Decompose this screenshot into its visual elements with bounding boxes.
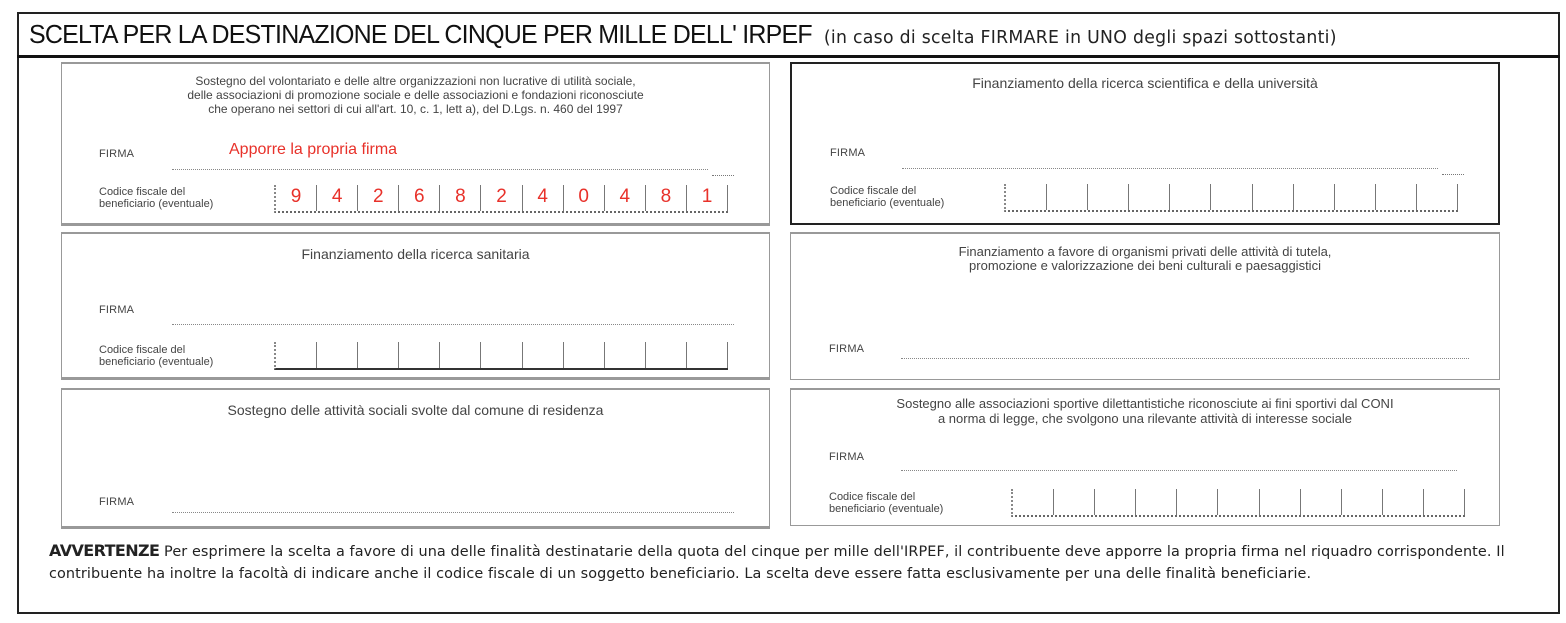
cf-digit-cell[interactable]: 4 [317, 185, 358, 211]
codice-fiscale-label [99, 186, 213, 210]
cf-label-line: Codice fiscale del [99, 186, 186, 198]
cf-digit-cell[interactable]: 8 [440, 185, 481, 211]
codice-fiscale-input[interactable] [1004, 184, 1458, 212]
cf-digit-cell[interactable] [358, 342, 399, 368]
cf-digit-cell[interactable] [1047, 184, 1088, 210]
codice-fiscale-input[interactable] [274, 185, 728, 213]
cf-label-line: Codice fiscale del [99, 344, 186, 356]
description-line: Sostegno alle associazioni sportive dilettantistiche riconosciute ai fini sportivi dal CONI [896, 396, 1394, 411]
section-comune-title: Sostegno delle attività sociali svolte dal comune di residenza [227, 402, 604, 418]
cf-digit-cell[interactable] [1424, 489, 1465, 515]
cf-digit-cell[interactable] [687, 342, 728, 368]
cf-digit-cell[interactable]: 9 [276, 185, 317, 211]
section-sportive [790, 388, 1500, 526]
cf-digit-cell[interactable] [1417, 184, 1458, 210]
cf-digit-cell[interactable] [646, 342, 687, 368]
cf-label-line: beneficiario (eventuale) [830, 197, 945, 209]
section-beni-culturali-description [791, 245, 1499, 273]
cf-digit-cell[interactable] [440, 342, 481, 368]
warning-label: AVVERTENZE [49, 541, 160, 560]
firma-dotted-line-tail [712, 175, 734, 176]
cf-digit-cell[interactable]: 2 [358, 185, 399, 211]
firma-dotted-line [901, 358, 1469, 359]
section-volontariato-description [62, 74, 769, 116]
cf-digit-cell[interactable]: 6 [399, 185, 440, 211]
form-title [29, 19, 1337, 50]
description-line: delle associazioni di promozione sociale e delle associazioni e fondazioni riconosciute [187, 88, 644, 102]
section-ricerca-scientifica [790, 62, 1500, 225]
cf-digit-cell[interactable]: 1 [687, 185, 728, 211]
warning-text: Per esprimere la scelta a favore di una delle finalità destinatarie della quota del cinque per mille dell'IRPEF, il contribuente deve apporre la propria firma nel riquadro corrispondente. Il contribuente ha inoltre la facoltà di indicare anche il codice fiscale di un soggetto beneficiario. La scelta deve essere fatta esclusivamente per una delle finalità beneficiarie. [49, 544, 1505, 582]
warning-notice [49, 540, 1529, 585]
cf-digit-cell[interactable] [399, 342, 440, 368]
cf-digit-cell[interactable] [1376, 184, 1417, 210]
section-ricerca-sanitaria [61, 232, 770, 380]
cf-digit-cell[interactable] [1301, 489, 1342, 515]
cf-label-line: beneficiario (eventuale) [99, 198, 214, 210]
cf-digit-cell[interactable] [481, 342, 522, 368]
firma-signature-field[interactable]: Apporre la propria firma [229, 141, 398, 158]
firma-label: FIRMA [829, 451, 865, 463]
cf-digit-cell[interactable] [1383, 489, 1424, 515]
cf-digit-cell[interactable] [605, 342, 646, 368]
firma-dotted-line [901, 470, 1457, 471]
cf-digit-cell[interactable] [1335, 184, 1376, 210]
firma-dotted-line [172, 169, 708, 170]
cf-label-line: Codice fiscale del [830, 185, 917, 197]
section-sportive-description [791, 396, 1499, 426]
description-line: Finanziamento a favore di organismi privati delle attività di tutela, [958, 244, 1332, 259]
cf-digit-cell[interactable] [1253, 184, 1294, 210]
cf-digit-cell[interactable] [1013, 489, 1054, 515]
cf-digit-cell[interactable] [1211, 184, 1252, 210]
firma-dotted-line [172, 512, 734, 513]
section-ricerca-sanitaria-title: Finanziamento della ricerca sanitaria [301, 246, 530, 262]
section-beni-culturali [790, 232, 1500, 380]
cf-digit-cell[interactable] [1129, 184, 1170, 210]
description-line: che operano nei settori di cui all'art. 10, c. 1, lett a), del D.Lgs. n. 460 del 1997 [208, 102, 623, 116]
codice-fiscale-label [830, 185, 944, 209]
form-title-instruction: (in caso di scelta FIRMARE in UNO degli spazi sottostanti) [823, 27, 1337, 48]
firma-label: FIRMA [830, 147, 866, 159]
cf-digit-cell[interactable] [523, 342, 564, 368]
codice-fiscale-input[interactable] [1011, 489, 1465, 517]
cf-digit-cell[interactable] [1260, 489, 1301, 515]
cf-digit-cell[interactable] [1342, 489, 1383, 515]
description-line: promozione e valorizzazione dei beni culturali e paesaggistici [969, 258, 1321, 273]
cf-digit-cell[interactable] [1054, 489, 1095, 515]
firma-dotted-line-tail [1442, 174, 1464, 175]
cf-digit-cell[interactable]: 8 [646, 185, 687, 211]
firma-dotted-line [172, 324, 734, 325]
cf-digit-cell[interactable]: 4 [523, 185, 564, 211]
section-ricerca-scientifica-title: Finanziamento della ricerca scientifica e della università [972, 75, 1318, 91]
firma-label: FIRMA [99, 148, 135, 160]
cf-label-line: beneficiario (eventuale) [99, 356, 214, 368]
description-line: Sostegno del volontariato e delle altre organizzazioni non lucrative di utilità sociale, [195, 74, 636, 88]
cf-digit-cell[interactable] [1088, 184, 1129, 210]
cf-label-line: beneficiario (eventuale) [829, 503, 944, 515]
cf-digit-cell[interactable]: 4 [605, 185, 646, 211]
cf-digit-cell[interactable] [564, 342, 605, 368]
codice-fiscale-label [829, 491, 943, 515]
cf-digit-cell[interactable] [1136, 489, 1177, 515]
firma-label: FIRMA [829, 343, 865, 355]
firma-label: FIRMA [99, 304, 135, 316]
section-comune [61, 388, 770, 529]
cf-digit-cell[interactable] [317, 342, 358, 368]
cf-digit-cell[interactable]: 0 [564, 185, 605, 211]
cf-label-line: Codice fiscale del [829, 491, 916, 503]
cf-digit-cell[interactable] [1095, 489, 1136, 515]
cf-digit-cell[interactable] [1294, 184, 1335, 210]
firma-dotted-line [902, 168, 1438, 169]
section-volontariato [61, 62, 770, 226]
form-title-main: SCELTA PER LA DESTINAZIONE DEL CINQUE PER MILLE DELL' IRPEF [29, 19, 812, 49]
cf-digit-cell[interactable] [1177, 489, 1218, 515]
cf-digit-cell[interactable]: 2 [481, 185, 522, 211]
cf-digit-cell[interactable] [1006, 184, 1047, 210]
codice-fiscale-label [99, 344, 213, 368]
firma-label: FIRMA [99, 496, 135, 508]
description-line: a norma di legge, che svolgono una rilevante attività di interesse sociale [937, 411, 1353, 426]
cf-digit-cell[interactable] [1218, 489, 1259, 515]
codice-fiscale-input[interactable] [274, 342, 728, 370]
form-header [17, 12, 1560, 58]
cf-digit-cell[interactable] [276, 342, 317, 368]
cf-digit-cell[interactable] [1170, 184, 1211, 210]
